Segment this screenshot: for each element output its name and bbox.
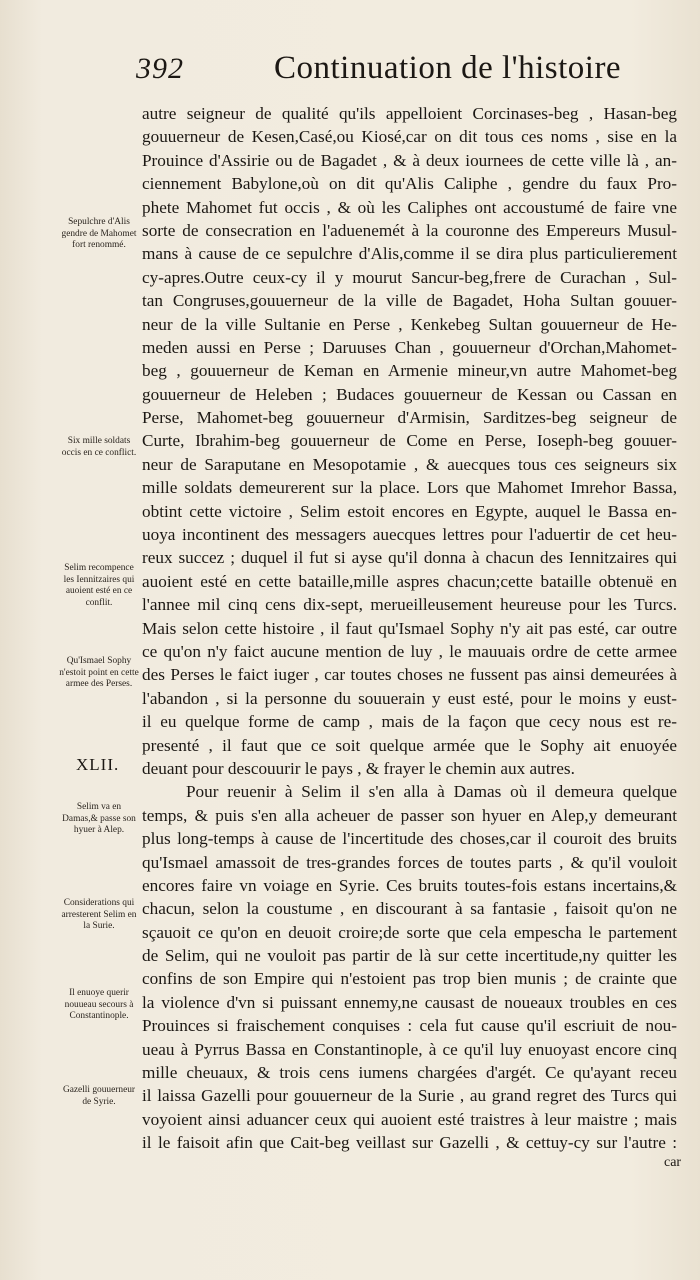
text-line: voyoient ainsi aduancer ceux qui auoient esté traistres à leur maistre ; mais	[142, 1109, 677, 1129]
text-line: plus long-temps à cause de l'incertitude des choses,car il couroit des bruits	[142, 829, 677, 849]
margin-note: Sepulchre d'Alis gendre de Mahomet fort renommé.	[61, 217, 137, 250]
text-line: beg , gouuerneur de Keman en Armenie mineur,vn autre Mahomet-beg	[142, 361, 677, 381]
text-line: qu'Ismael amassoit de tres-grandes forces de toutes parts , & qu'il vouloit	[142, 852, 677, 872]
text-line: l'abandon , si la personne du souuerain y eust esté, pour le moins y eust-	[142, 688, 677, 708]
text-line: il eu quelque forme de camp , mais de la façon que cecy nous est re-	[142, 712, 677, 732]
text-line: la violence d'vn si puissant ennemy,ne causast de noueaux troubles en ces	[142, 992, 677, 1012]
text-line: ciennement Babylone,où on dit qu'Alis Caliphe , gendre du faux Pro-	[142, 174, 677, 194]
catchword: car	[664, 1155, 682, 1170]
text-line: chacun, selon la coustume , en discourant à sa fantasie , faisoit qu'on ne	[142, 899, 677, 919]
margin-note: Selim va en Damas,& passe son hyuer à Alep.	[62, 802, 136, 835]
text-line: l'annee mil cinq cens dix-sept, merueilleusement heureuse pour les Turcs.	[142, 595, 677, 615]
text-line: phete Mahomet fut occis , & où les Caliphes ont accoustumé de faire vne	[142, 197, 677, 217]
text-line: auoient esté en cette bataille,mille aspres chacun;cette bataille obtenuë en	[142, 571, 677, 591]
text-line: sçauoit ce qu'on en deuoit croire;de sorte que cela empescha le partement	[142, 922, 677, 942]
margin-note: Six mille soldats occis en ce conflict.	[61, 436, 137, 458]
text-line: Prouinces si fraischement conquises : cela fut cause qu'il escriuit de nou-	[142, 1016, 677, 1036]
text-line: gouuerneur de Heleben ; Budaces gouuerneur de Kessan ou Cassan en	[142, 384, 677, 404]
text-line: Pour reuenir à Selim il s'en alla à Damas où il demeura quelque	[186, 782, 677, 802]
text-line: Prouince d'Assirie ou de Bagadet , & à deux iournees de cette ville là , an-	[142, 150, 677, 170]
text-line: Mais selon cette histoire , il faut qu'Ismael Sophy n'y ait pas esté, car outre	[142, 618, 677, 638]
text-line: presenté , il faut que ce soit quelque armée que le Sophy ait enuoyée	[142, 735, 677, 755]
text-line: tan Congruses,gouuerneur de la ville de Bagadet, Hoha Sultan gouuer-	[142, 291, 677, 311]
text-line: autre seigneur de qualité qu'ils appelloient Corcinases-beg , Hasan-beg	[142, 104, 677, 123]
text-line: ueau à Pyrrus Bassa en Constantinople, à ce qu'il luy enuoyast encore cinq	[142, 1039, 677, 1059]
text-line: obtint cette victoire , Selim estoit encores en Egypte, auquel le Bassa en-	[142, 501, 677, 521]
text-line: Perse, Mahomet-beg gouuerneur d'Armisin, Sarditzes-beg seigneur de	[142, 408, 677, 428]
text-line: Curte, Ibrahim-beg gouuerneur de Come en Perse, Ioseph-beg gouuer-	[142, 431, 677, 451]
text-line: uoya incontinent des messagers auecques lettres pour l'aduertir de cet heu-	[142, 525, 677, 545]
body-text	[142, 102, 677, 1155]
text-line: mans à cause de ce sepulchre d'Alis,comme il se dira plus particulierement	[142, 244, 677, 264]
text-line: neur de Saraputane en Mesopotamie , & auecques tous ces seigneurs six	[142, 454, 677, 474]
text-line: confins de son Empire qui n'estoient pas trop bien munis ; de crainte que	[142, 969, 677, 989]
text-line: de Selim, qui ne vouloit pas partir de là sur cette incertitude,ny quitter les	[142, 946, 677, 966]
margin-note: Selim recompence les Iennitzaires qui auoient esté en ce conflit.	[63, 563, 135, 608]
text-line: temps, & puis s'en alla acheuer de passer son hyuer en Alep,y demeurant	[142, 805, 677, 825]
text-line: meden aussi en Perse ; Daruuses Chan , gouuerneur d'Orchan,Mahomet-	[142, 337, 677, 357]
chapter-number: XLII.	[76, 755, 120, 774]
page-header	[0, 52, 700, 96]
text-line: il le faisoit afin que Cait-beg veillast sur Gazelli , & cettuy-cy sur l'autre :	[142, 1133, 677, 1153]
text-line: mille cheuaux, & trois cens iumens chargées d'argét. Ce qu'ayant receu	[142, 1063, 677, 1083]
text-line: cy-apres.Outre ceux-cy il y mourut Sancur-beg,frere de Curachan , Sul-	[142, 267, 677, 287]
page-number: 392	[136, 52, 184, 85]
text-line: sorte de consecration en l'aduenemét à la couronne des Empereurs Musul-	[142, 220, 677, 240]
text-line: neur de la ville Sultanie en Perse , Kenkebeg Sultan gouuerneur de He-	[142, 314, 677, 334]
text-line: mille soldats demeurerent sur la place. Lors que Mahomet Imrehor Bassa,	[142, 478, 677, 498]
margin-note: Il enuoye querir nouueau secours à Constantinople.	[64, 988, 134, 1021]
text-line: encores faire vn voiage en Syrie. Ces bruits toutes-fois estans incertains,&	[142, 875, 677, 895]
text-line: deuant pour descouurir le pays , & frayer le chemin aux autres.	[142, 758, 575, 778]
text-line: reux succez ; duquel il fut si ayse qu'il donna à chacun des Iennitzaires qui	[142, 548, 677, 568]
text-line: des Perses le faict iuger , car toutes choses ne fussent pas ainsi demeurées à	[142, 665, 677, 685]
running-title: Continuation de l'histoire	[274, 50, 622, 86]
margin-note: Considerations qui arresterent Selim en la Surie.	[61, 898, 137, 931]
margin-note: Gazelli gouuerneur de Syrie.	[62, 1085, 136, 1107]
text-line: il laissa Gazelli pour gouuerneur de la Surie , au grand regret des Turcs qui	[142, 1086, 677, 1106]
text-line: ce qu'on n'y faict aucune mention de luy , le mauuais ordre de cette armee	[142, 641, 677, 661]
text-line: gouuerneur de Kesen,Casé,ou Kiosé,car on dit tous ces noms , sise en la	[142, 127, 677, 147]
margin-note: Qu'Ismael Sophy n'estoit point en cette armee des Perses.	[59, 656, 139, 689]
